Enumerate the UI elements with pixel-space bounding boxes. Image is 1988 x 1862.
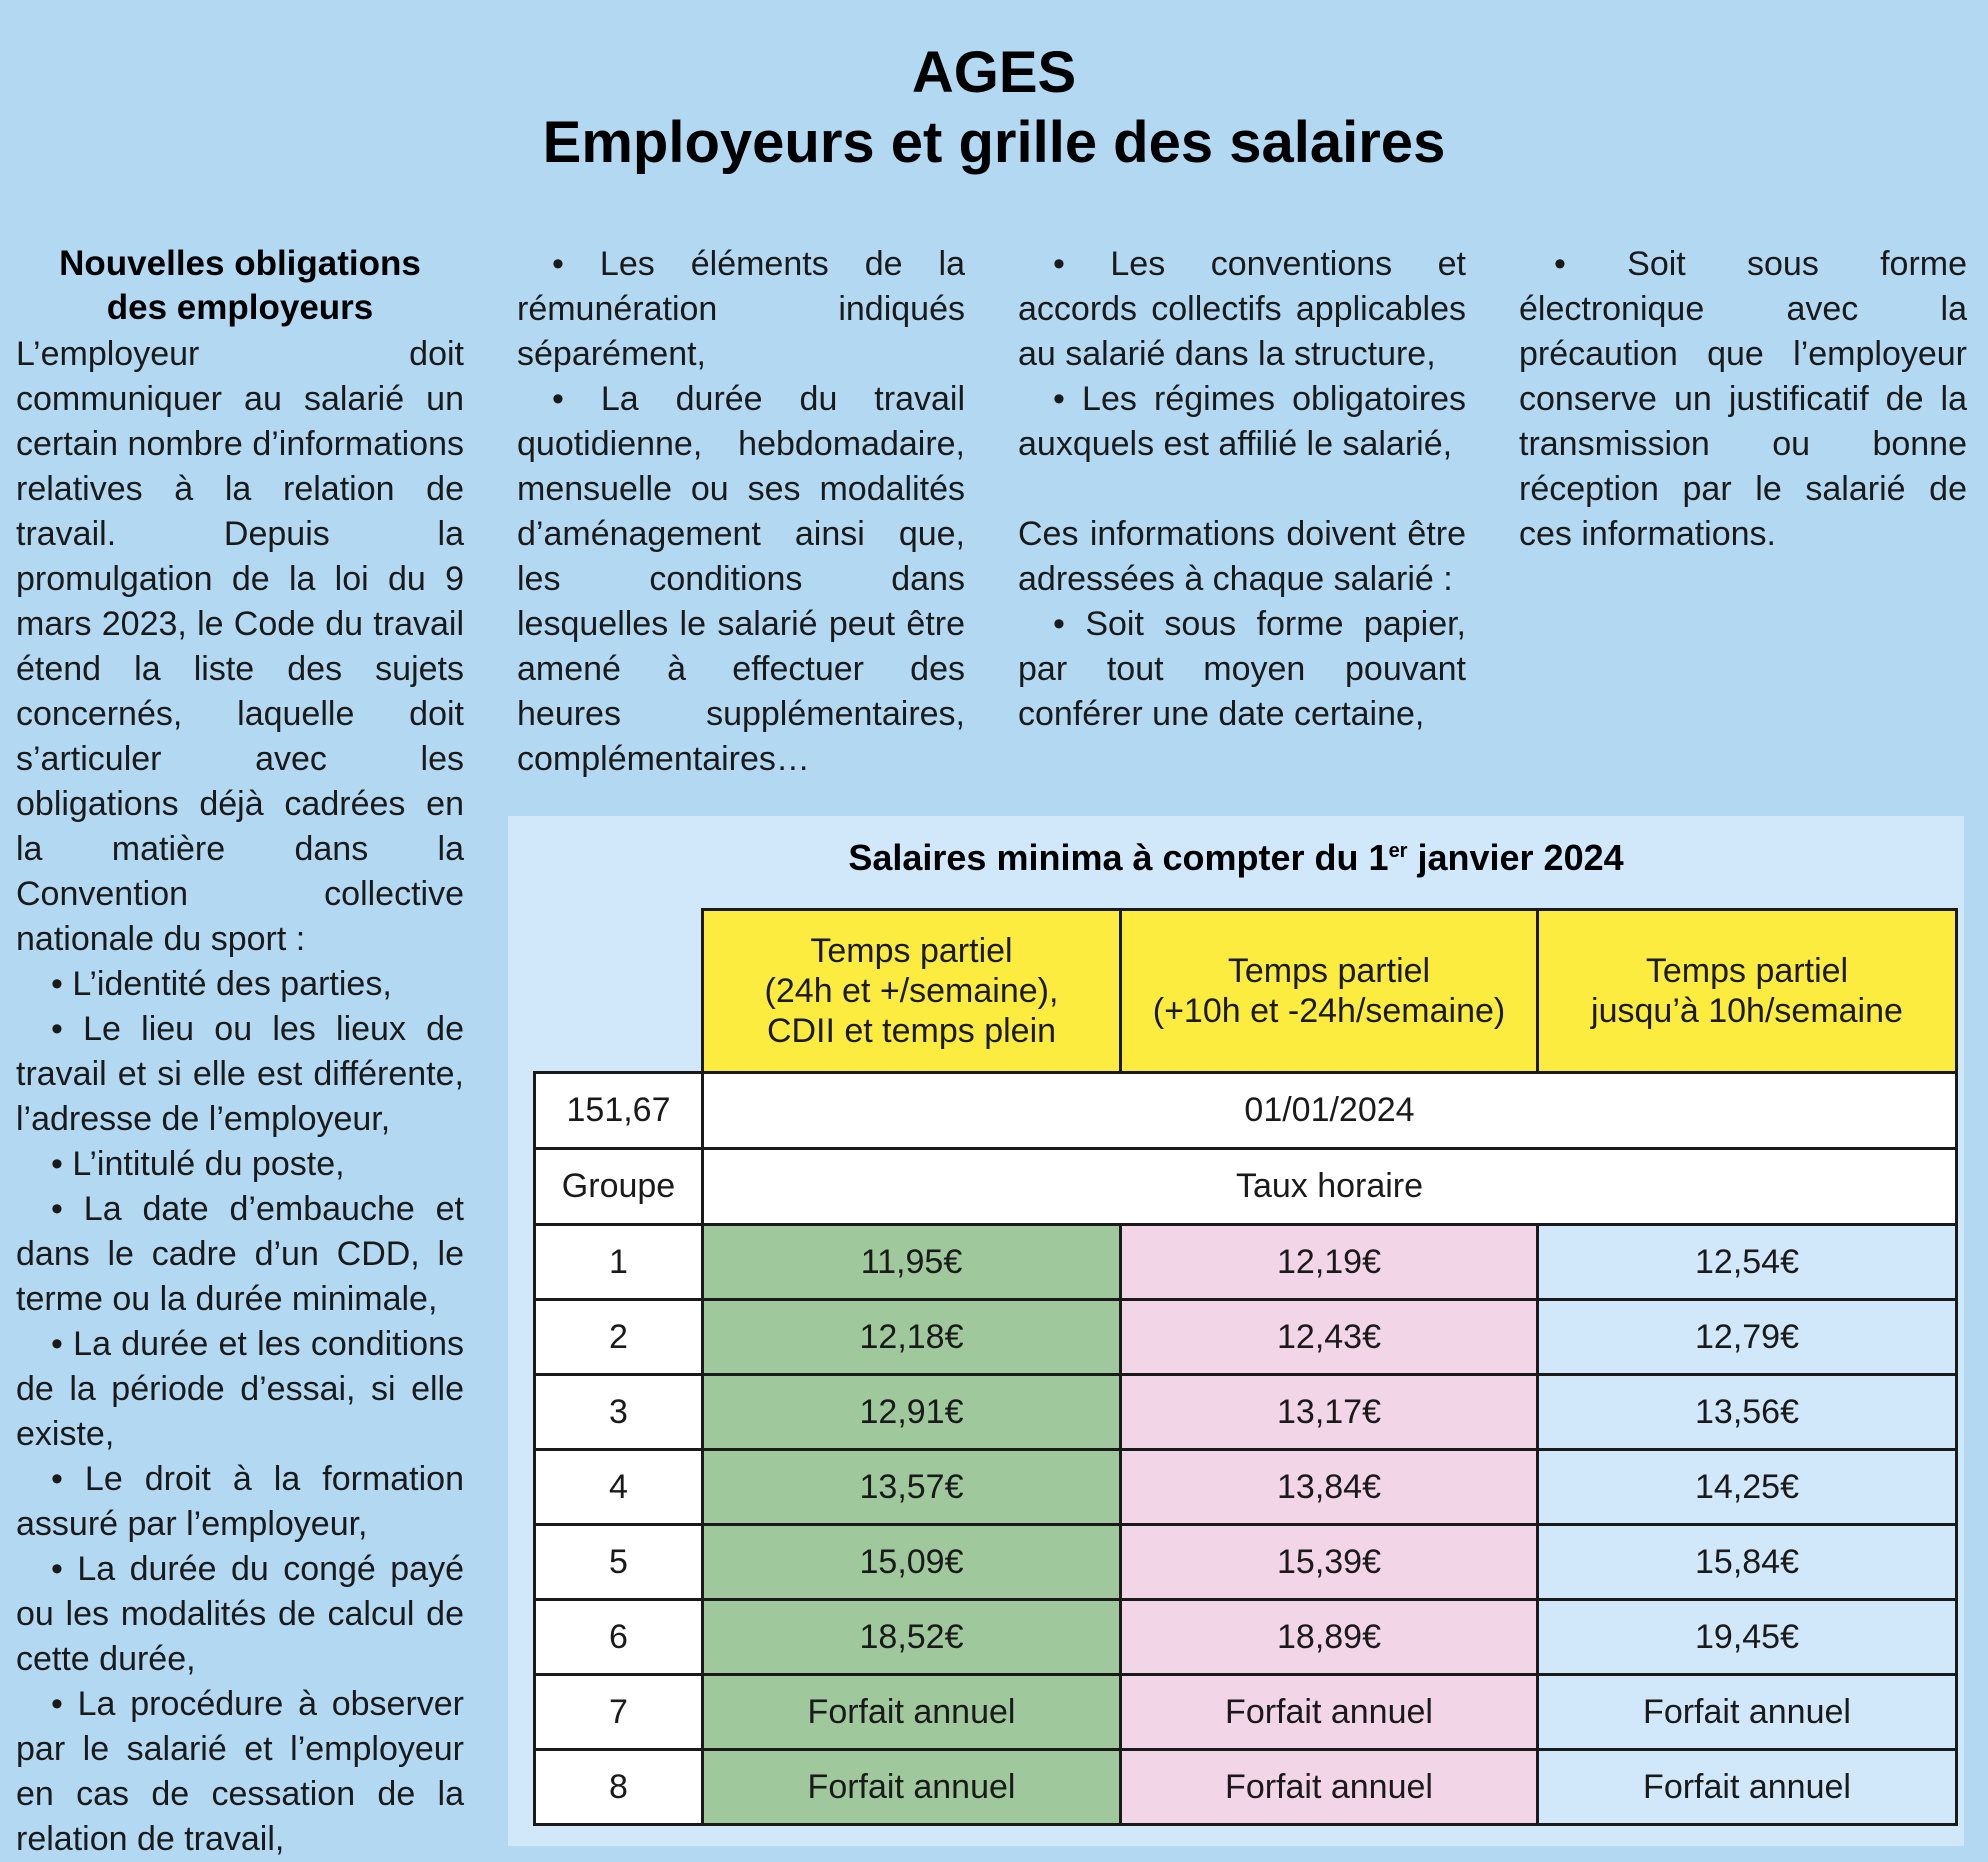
rate-cell: Forfait annuel — [703, 1675, 1121, 1750]
column-header-line: CDII et temps plein — [766, 1012, 1057, 1050]
rate-cell: 12,91€ — [703, 1375, 1121, 1450]
column-header — [1121, 910, 1538, 1073]
column-header-line: (+10h et -24h/semaine) — [1152, 992, 1506, 1030]
salary-table-title-text: Salaires minima à compter du 1 — [848, 837, 1389, 878]
list-item: • Les éléments de la rémunération indiqués séparément, — [517, 245, 965, 373]
group-cell: 3 — [535, 1375, 703, 1450]
salary-table — [533, 908, 1958, 1826]
rate-cell: 13,84€ — [1121, 1450, 1538, 1525]
rate-cell: 15,84€ — [1538, 1525, 1957, 1600]
table-row — [535, 1225, 1957, 1300]
salary-table-title-end: janvier 2024 — [1407, 837, 1624, 878]
list-item: • La date d’embauche et dans le cadre d’un CDD, le terme ou la durée minimale, — [16, 1190, 464, 1318]
table-row — [535, 1600, 1957, 1675]
title-line-2: Employeurs et grille des salaires — [542, 110, 1446, 175]
list-item: • Soit sous forme électronique avec la précaution que l’employeur conserve un justificatif de la transmission ou bonne réception par le salarié de ces informations. — [1519, 245, 1967, 553]
hours-cell: 151,67 — [535, 1073, 703, 1149]
rate-label-cell: Taux horaire — [703, 1149, 1957, 1225]
rate-cell: 12,79€ — [1538, 1300, 1957, 1375]
column-header-line: Temps partiel — [1645, 952, 1849, 990]
list-item: • La durée et les conditions de la période d’essai, si elle existe, — [16, 1325, 464, 1453]
date-cell: 01/01/2024 — [703, 1073, 1957, 1149]
section-heading-line-1: Nouvelles obligations — [59, 244, 421, 283]
group-cell: 4 — [535, 1450, 703, 1525]
rate-cell: Forfait annuel — [1538, 1750, 1957, 1825]
rate-cell: Forfait annuel — [1121, 1750, 1538, 1825]
salary-table-title-sup: er — [1388, 840, 1408, 862]
table-header-row — [535, 910, 1957, 1073]
article-column-3 — [1018, 242, 1466, 737]
rate-cell: 15,09€ — [703, 1525, 1121, 1600]
group-cell: 8 — [535, 1750, 703, 1825]
group-cell: 5 — [535, 1525, 703, 1600]
article-column-2 — [517, 242, 965, 782]
column-header-line: Temps partiel — [810, 932, 1013, 970]
table-row — [535, 1300, 1957, 1375]
title-line-1: AGES — [911, 40, 1077, 105]
group-label-row — [535, 1149, 1957, 1225]
list-item: • La procédure à observer par le salarié et l’employeur en cas de cessation de la relation de travail, — [16, 1685, 464, 1858]
table-row — [535, 1750, 1957, 1825]
rate-cell: 19,45€ — [1538, 1600, 1957, 1675]
section-heading-line-2: des employeurs — [106, 288, 374, 327]
article-column-1 — [16, 242, 464, 1862]
table-row — [535, 1450, 1957, 1525]
rate-cell: Forfait annuel — [1538, 1675, 1957, 1750]
table-row — [535, 1525, 1957, 1600]
rate-cell: 13,17€ — [1121, 1375, 1538, 1450]
rate-cell: 12,18€ — [703, 1300, 1121, 1375]
rate-cell: Forfait annuel — [703, 1750, 1121, 1825]
rate-cell: 18,52€ — [703, 1600, 1121, 1675]
list-item: • Soit sous forme papier, par tout moyen pouvant conférer une date certaine, — [1018, 605, 1466, 733]
list-item: • L’identité des parties, — [51, 965, 392, 1003]
column-header — [1538, 910, 1957, 1073]
group-label-cell: Groupe — [535, 1149, 703, 1225]
rate-cell: Forfait annuel — [1121, 1675, 1538, 1750]
column-header-line: Temps partiel — [1227, 952, 1431, 990]
group-cell: 1 — [535, 1225, 703, 1300]
list-item: • La durée du congé payé ou les modalités de calcul de cette durée, — [16, 1550, 464, 1678]
paragraph: Ces informations doivent être adressées à chaque salarié : — [1018, 515, 1466, 598]
column-header-line: jusqu’à 10h/semaine — [1591, 992, 1903, 1030]
list-item: • Le lieu ou les lieux de travail et si elle est différente, l’adresse de l’employeur, — [16, 1010, 464, 1138]
rate-cell: 11,95€ — [703, 1225, 1121, 1300]
table-row — [535, 1375, 1957, 1450]
column-header-line: (24h et +/semaine), — [764, 972, 1059, 1010]
salary-table-body — [535, 910, 1957, 1825]
rate-cell: 13,57€ — [703, 1450, 1121, 1525]
list-item: • La durée du travail quotidienne, hebdomadaire, mensuelle ou ses modalités d’aménagement ainsi que, les conditions dans lesquelles le salarié peut être amené à effectuer des heures supplémentaires, complémentaires… — [517, 380, 965, 778]
rate-cell: 12,43€ — [1121, 1300, 1538, 1375]
group-cell: 6 — [535, 1600, 703, 1675]
rate-cell: 15,39€ — [1121, 1525, 1538, 1600]
group-cell: 7 — [535, 1675, 703, 1750]
page-title — [0, 38, 1988, 178]
rate-cell: 13,56€ — [1538, 1375, 1957, 1450]
table-row — [535, 1675, 1957, 1750]
empty-corner-cell — [535, 910, 703, 1073]
column-header — [703, 910, 1121, 1073]
group-cell: 2 — [535, 1300, 703, 1375]
rate-cell: 18,89€ — [1121, 1600, 1538, 1675]
rate-cell: 14,25€ — [1538, 1450, 1957, 1525]
list-item: • Le droit à la formation assuré par l’employeur, — [16, 1460, 464, 1543]
list-item: • Les conventions et accords collectifs applicables au salarié dans la structure, — [1018, 245, 1466, 373]
section-heading — [16, 242, 464, 330]
rate-cell: 12,54€ — [1538, 1225, 1957, 1300]
intro-paragraph: L’employeur doit communiquer au salarié un certain nombre d’informations relatives à la relation de travail. Depuis la promulgation de la loi du 9 mars 2023, le Code du travail étend la liste des sujets concernés, laquelle doit s’articuler avec les obligations déjà cadrées en la matière dans la Convention collective nationale du sport : — [16, 335, 464, 958]
list-item: • L’intitulé du poste, — [51, 1145, 345, 1183]
salary-table-title — [508, 836, 1964, 880]
hours-row — [535, 1073, 1957, 1149]
list-item: • Les régimes obligatoires auxquels est affilié le salarié, — [1018, 380, 1466, 463]
rate-cell: 12,19€ — [1121, 1225, 1538, 1300]
article-column-4 — [1519, 242, 1967, 557]
